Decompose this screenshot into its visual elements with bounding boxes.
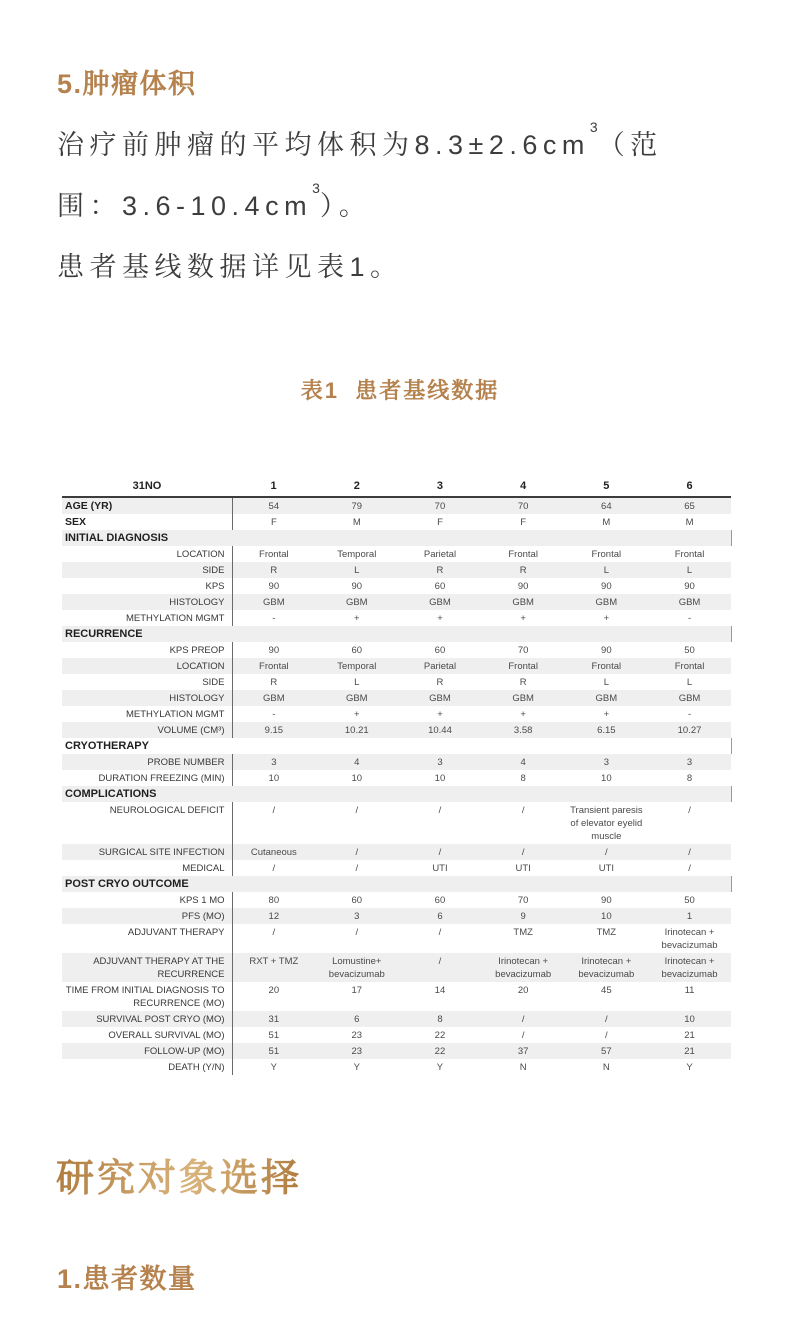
cell-value: Y bbox=[270, 1061, 278, 1073]
table-section-row bbox=[62, 530, 731, 546]
cell-value: R bbox=[270, 676, 278, 688]
row-label: VOLUME (CM³) bbox=[62, 722, 232, 738]
table-row bbox=[62, 610, 731, 626]
cell-value: L bbox=[686, 564, 693, 576]
table-row bbox=[62, 706, 731, 722]
paragraph-line-1 bbox=[57, 119, 663, 162]
cell-value: 22 bbox=[434, 1045, 446, 1057]
cell-value: 90 bbox=[601, 580, 612, 592]
cell-value: / bbox=[438, 846, 442, 858]
cell-value: Frontal bbox=[674, 660, 705, 672]
cell-value: 90 bbox=[601, 894, 612, 906]
cell-value: GBM bbox=[678, 596, 701, 608]
cell-value: + bbox=[354, 612, 360, 624]
cell-value: / bbox=[272, 862, 276, 874]
cell-value: 90 bbox=[684, 580, 695, 592]
paragraph-line-3: 患者基线数据详见表1。 bbox=[57, 252, 403, 282]
table-header-col: 4 bbox=[482, 477, 565, 497]
cell-value: + bbox=[437, 612, 443, 624]
cell-value: + bbox=[603, 612, 610, 624]
row-label: METHYLATION MGMT bbox=[62, 706, 232, 722]
cell-value: M bbox=[685, 516, 694, 528]
cell-value: 10.44 bbox=[428, 724, 452, 736]
cell-value: 45 bbox=[601, 984, 612, 996]
cell-value: 37 bbox=[517, 1045, 529, 1057]
cell-value: R bbox=[436, 676, 444, 688]
cell-value: 90 bbox=[601, 644, 612, 656]
section-label: RECURRENCE bbox=[62, 626, 731, 642]
cell-value: GBM bbox=[595, 692, 618, 704]
table-header-row bbox=[62, 477, 731, 497]
cell-value: 6 bbox=[354, 1013, 360, 1025]
superscript-3: 3 bbox=[589, 119, 598, 135]
table-row bbox=[62, 1027, 731, 1043]
section-heading-patient-count: 1.患者数量 bbox=[57, 1264, 197, 1294]
table-row bbox=[62, 1059, 731, 1075]
cell-value: Irinotecan + bevacizumab bbox=[578, 955, 635, 980]
row-label: HISTOLOGY bbox=[62, 690, 232, 706]
table-row bbox=[62, 860, 731, 876]
cell-value: Parietal bbox=[423, 660, 457, 672]
cell-value: - bbox=[272, 708, 276, 720]
cell-value: 10 bbox=[684, 1013, 695, 1025]
cell-value: Lomustine+ bevacizumab bbox=[328, 955, 385, 980]
cell-value: 3.58 bbox=[513, 724, 533, 736]
table-row bbox=[62, 674, 731, 690]
cell-value: N bbox=[602, 1061, 610, 1073]
row-label: LOCATION bbox=[62, 658, 232, 674]
cell-value: 10.27 bbox=[677, 724, 702, 736]
cell-value: 21 bbox=[684, 1045, 695, 1057]
cell-value: 6 bbox=[437, 910, 443, 922]
cell-value: / bbox=[438, 926, 442, 938]
cell-value: + bbox=[520, 612, 526, 624]
cell-value: 21 bbox=[684, 1029, 695, 1041]
cell-value: 60 bbox=[434, 894, 446, 906]
cell-value: 50 bbox=[684, 894, 695, 906]
cell-value: F bbox=[437, 516, 443, 528]
cell-value: 17 bbox=[351, 984, 363, 996]
cell-value: Frontal bbox=[259, 660, 289, 672]
cell-value: Y bbox=[353, 1061, 360, 1073]
table-row bbox=[62, 722, 731, 738]
row-label: LOCATION bbox=[62, 546, 232, 562]
cell-value: GBM bbox=[512, 596, 534, 608]
cell-value: 20 bbox=[268, 984, 280, 996]
cell-value: 23 bbox=[351, 1045, 363, 1057]
cell-value: Y bbox=[686, 1061, 693, 1073]
cell-value: 50 bbox=[684, 644, 695, 656]
cell-value: + bbox=[603, 708, 610, 720]
cell-value: / bbox=[521, 1013, 525, 1025]
cell-value: 70 bbox=[517, 644, 529, 656]
cell-value: / bbox=[521, 1029, 525, 1041]
baseline-table-body bbox=[62, 497, 731, 1075]
cell-value: 90 bbox=[517, 580, 529, 592]
cell-value: TMZ bbox=[596, 926, 617, 938]
table-row bbox=[62, 546, 731, 562]
table-section-row bbox=[62, 786, 731, 802]
cell-value: 8 bbox=[437, 1013, 443, 1025]
cell-value: Frontal bbox=[508, 660, 538, 672]
cell-value: / bbox=[438, 955, 442, 967]
cell-value: Frontal bbox=[591, 660, 622, 672]
cell-value: 79 bbox=[351, 500, 363, 512]
cell-value: 65 bbox=[684, 500, 695, 512]
cell-value: R bbox=[519, 676, 527, 688]
table-header-col: 1 bbox=[232, 477, 315, 497]
table-header-col: 3 bbox=[398, 477, 481, 497]
cell-value: M bbox=[352, 516, 361, 528]
cell-value: 11 bbox=[684, 984, 695, 996]
cell-value: 9 bbox=[520, 910, 526, 922]
cell-value: L bbox=[354, 564, 360, 576]
cell-value: 1 bbox=[686, 910, 693, 922]
table-section-row bbox=[62, 626, 731, 642]
table-row bbox=[62, 770, 731, 786]
cell-value: 9.15 bbox=[264, 724, 284, 736]
cell-value: 4 bbox=[354, 756, 360, 768]
cell-value: 51 bbox=[268, 1045, 280, 1057]
cell-value: 54 bbox=[268, 500, 280, 512]
cell-value: 22 bbox=[434, 1029, 446, 1041]
cell-value: / bbox=[355, 926, 359, 938]
table-row bbox=[62, 908, 731, 924]
cell-value: 10 bbox=[601, 772, 612, 784]
cell-value: GBM bbox=[512, 692, 534, 704]
row-label: AGE (YR) bbox=[62, 497, 232, 514]
cell-value: / bbox=[272, 804, 276, 816]
paragraph-text: 围：3.6-10.4cm bbox=[57, 191, 313, 221]
section-label: POST CRYO OUTCOME bbox=[62, 876, 731, 892]
table-row bbox=[62, 497, 731, 514]
row-label: DEATH (Y/N) bbox=[62, 1059, 232, 1075]
cell-value: L bbox=[603, 676, 609, 688]
cell-value: 14 bbox=[434, 984, 446, 996]
cell-value: 31 bbox=[268, 1013, 280, 1025]
table-header-col: 5 bbox=[565, 477, 648, 497]
row-label: SURVIVAL POST CRYO (MO) bbox=[62, 1011, 232, 1027]
cell-value: GBM bbox=[595, 596, 618, 608]
cell-value: 51 bbox=[268, 1029, 280, 1041]
cell-value: - bbox=[687, 708, 692, 720]
row-label: PROBE NUMBER bbox=[62, 754, 232, 770]
cell-value: TMZ bbox=[513, 926, 533, 938]
table-row bbox=[62, 1043, 731, 1059]
superscript-3: 3 bbox=[312, 180, 320, 196]
cell-value: R bbox=[436, 564, 444, 576]
cell-value: 60 bbox=[351, 644, 363, 656]
cell-value: 3 bbox=[271, 756, 277, 768]
cell-value: 70 bbox=[434, 500, 446, 512]
cell-value: N bbox=[519, 1061, 527, 1073]
table-row bbox=[62, 953, 731, 982]
table-row bbox=[62, 690, 731, 706]
cell-value: / bbox=[521, 846, 525, 858]
cell-value: 64 bbox=[601, 500, 612, 512]
table-row bbox=[62, 754, 731, 770]
cell-value: / bbox=[355, 862, 359, 874]
cell-value: Irinotecan + bevacizumab bbox=[495, 955, 552, 980]
row-label: PFS (MO) bbox=[62, 908, 232, 924]
cell-value: / bbox=[605, 1013, 608, 1025]
cell-value: / bbox=[272, 926, 276, 938]
row-label: FOLLOW-UP (MO) bbox=[62, 1043, 232, 1059]
cell-value: UTI bbox=[432, 862, 448, 874]
cell-value: - bbox=[272, 612, 276, 624]
cell-value: 90 bbox=[268, 644, 280, 656]
cell-value: F bbox=[520, 516, 527, 528]
row-label: DURATION FREEZING (MIN) bbox=[62, 770, 232, 786]
row-label: KPS PREOP bbox=[62, 642, 232, 658]
cell-value: / bbox=[688, 862, 691, 874]
cell-value: 10 bbox=[268, 772, 280, 784]
cell-value: Y bbox=[436, 1061, 444, 1073]
table-row bbox=[62, 658, 731, 674]
row-label: KPS bbox=[62, 578, 232, 594]
cell-value: GBM bbox=[263, 596, 285, 608]
table-row bbox=[62, 982, 731, 1011]
cell-value: 70 bbox=[517, 500, 529, 512]
heading-study-selection: 研究对象选择 bbox=[56, 1147, 302, 1202]
cell-value: 20 bbox=[517, 984, 529, 996]
paragraph-text: 治疗前肿瘤的平均体积为8.3±2.6cm bbox=[57, 130, 590, 160]
section-heading-tumor-volume: 5.肿瘤体积 bbox=[57, 69, 197, 99]
table-row bbox=[62, 514, 731, 530]
cell-value: 4 bbox=[520, 756, 526, 768]
cell-value: 6.15 bbox=[597, 724, 616, 736]
row-label: TIME FROM INITIAL DIAGNOSIS TO RECURRENCE (MO) bbox=[62, 982, 232, 1011]
cell-value: UTI bbox=[515, 862, 531, 874]
row-label: MEDICAL bbox=[62, 860, 232, 876]
table-row bbox=[62, 578, 731, 594]
cell-value: GBM bbox=[678, 692, 701, 704]
paragraph-line-2 bbox=[57, 180, 372, 223]
cell-value: 3 bbox=[603, 756, 609, 768]
cell-value: 60 bbox=[351, 894, 363, 906]
cell-value: Frontal bbox=[591, 548, 622, 560]
cell-value: R bbox=[270, 564, 278, 576]
table-header-label: 31NO bbox=[62, 477, 232, 497]
cell-value: 90 bbox=[351, 580, 363, 592]
cell-value: GBM bbox=[263, 692, 285, 704]
cell-value: 3 bbox=[686, 756, 693, 768]
cell-value: Irinotecan + bevacizumab bbox=[661, 926, 718, 951]
cell-value: UTI bbox=[598, 862, 614, 874]
cell-value: 3 bbox=[437, 756, 443, 768]
cell-value: - bbox=[687, 612, 692, 624]
cell-value: GBM bbox=[345, 596, 368, 608]
cell-value: + bbox=[354, 708, 360, 720]
section-label: COMPLICATIONS bbox=[62, 786, 731, 802]
row-label: KPS 1 MO bbox=[62, 892, 232, 908]
cell-value: Cutaneous bbox=[250, 846, 297, 858]
cell-value: RXT + TMZ bbox=[249, 955, 299, 967]
row-label: METHYLATION MGMT bbox=[62, 610, 232, 626]
cell-value: + bbox=[520, 708, 526, 720]
row-label: SIDE bbox=[62, 674, 232, 690]
cell-value: / bbox=[355, 846, 359, 858]
cell-value: 8 bbox=[520, 772, 526, 784]
cell-value: R bbox=[519, 564, 527, 576]
cell-value: 3 bbox=[354, 910, 360, 922]
cell-value: 60 bbox=[434, 580, 446, 592]
cell-value: 23 bbox=[351, 1029, 363, 1041]
cell-value: / bbox=[521, 804, 525, 816]
row-label: SEX bbox=[62, 514, 232, 530]
cell-value: GBM bbox=[429, 692, 451, 704]
cell-value: / bbox=[688, 804, 691, 816]
cell-value: 70 bbox=[517, 894, 529, 906]
row-label: SIDE bbox=[62, 562, 232, 578]
table-row bbox=[62, 924, 731, 953]
table-row bbox=[62, 802, 731, 844]
section-label: INITIAL DIAGNOSIS bbox=[62, 530, 731, 546]
baseline-table-container bbox=[62, 477, 731, 1075]
cell-value: Temporal bbox=[337, 660, 377, 672]
cell-value: / bbox=[605, 1029, 608, 1041]
cell-value: GBM bbox=[345, 692, 368, 704]
cell-value: Frontal bbox=[259, 548, 289, 560]
cell-value: / bbox=[438, 804, 442, 816]
table-row bbox=[62, 892, 731, 908]
cell-value: 10 bbox=[434, 772, 446, 784]
cell-value: 10.21 bbox=[344, 724, 369, 736]
row-label: SURGICAL SITE INFECTION bbox=[62, 844, 232, 860]
row-label: ADJUVANT THERAPY AT THE RECURRENCE bbox=[62, 953, 232, 982]
table-row bbox=[62, 594, 731, 610]
table-section-row bbox=[62, 738, 731, 754]
table-section-row bbox=[62, 876, 731, 892]
cell-value: Temporal bbox=[337, 548, 377, 560]
table-caption: 表1 患者基线数据 bbox=[300, 378, 500, 403]
cell-value: 90 bbox=[268, 580, 280, 592]
cell-value: F bbox=[270, 516, 277, 528]
table-row bbox=[62, 642, 731, 658]
cell-value: Irinotecan + bevacizumab bbox=[661, 955, 718, 980]
cell-value: 12 bbox=[268, 910, 280, 922]
cell-value: L bbox=[686, 676, 693, 688]
table-row bbox=[62, 844, 731, 860]
cell-value: 60 bbox=[434, 644, 446, 656]
cell-value: Parietal bbox=[423, 548, 457, 560]
row-label: OVERALL SURVIVAL (MO) bbox=[62, 1027, 232, 1043]
cell-value: GBM bbox=[429, 596, 451, 608]
paragraph-text: （范 bbox=[597, 130, 663, 160]
table-row bbox=[62, 562, 731, 578]
section-label: CRYOTHERAPY bbox=[62, 738, 731, 754]
table-row bbox=[62, 1011, 731, 1027]
cell-value: + bbox=[437, 708, 443, 720]
cell-value: / bbox=[605, 846, 608, 858]
row-label: HISTOLOGY bbox=[62, 594, 232, 610]
cell-value: / bbox=[688, 846, 691, 858]
cell-value: L bbox=[603, 564, 609, 576]
cell-value: 80 bbox=[268, 894, 280, 906]
paragraph-text: ）。 bbox=[319, 191, 372, 221]
cell-value: / bbox=[355, 804, 359, 816]
baseline-table bbox=[62, 477, 732, 1075]
cell-value: M bbox=[602, 516, 611, 528]
row-label: NEUROLOGICAL DEFICIT bbox=[62, 802, 232, 844]
cell-value: 10 bbox=[351, 772, 363, 784]
cell-value: 10 bbox=[601, 910, 612, 922]
table-header-col: 2 bbox=[315, 477, 398, 497]
row-label: ADJUVANT THERAPY bbox=[62, 924, 232, 953]
cell-value: Frontal bbox=[674, 548, 705, 560]
cell-value: Frontal bbox=[508, 548, 538, 560]
cell-value: Transient paresis of elevator eyelid muscle bbox=[570, 804, 643, 842]
table-header-col: 6 bbox=[648, 477, 731, 497]
cell-value: 57 bbox=[601, 1045, 612, 1057]
cell-value: 8 bbox=[686, 772, 693, 784]
cell-value: L bbox=[354, 676, 360, 688]
